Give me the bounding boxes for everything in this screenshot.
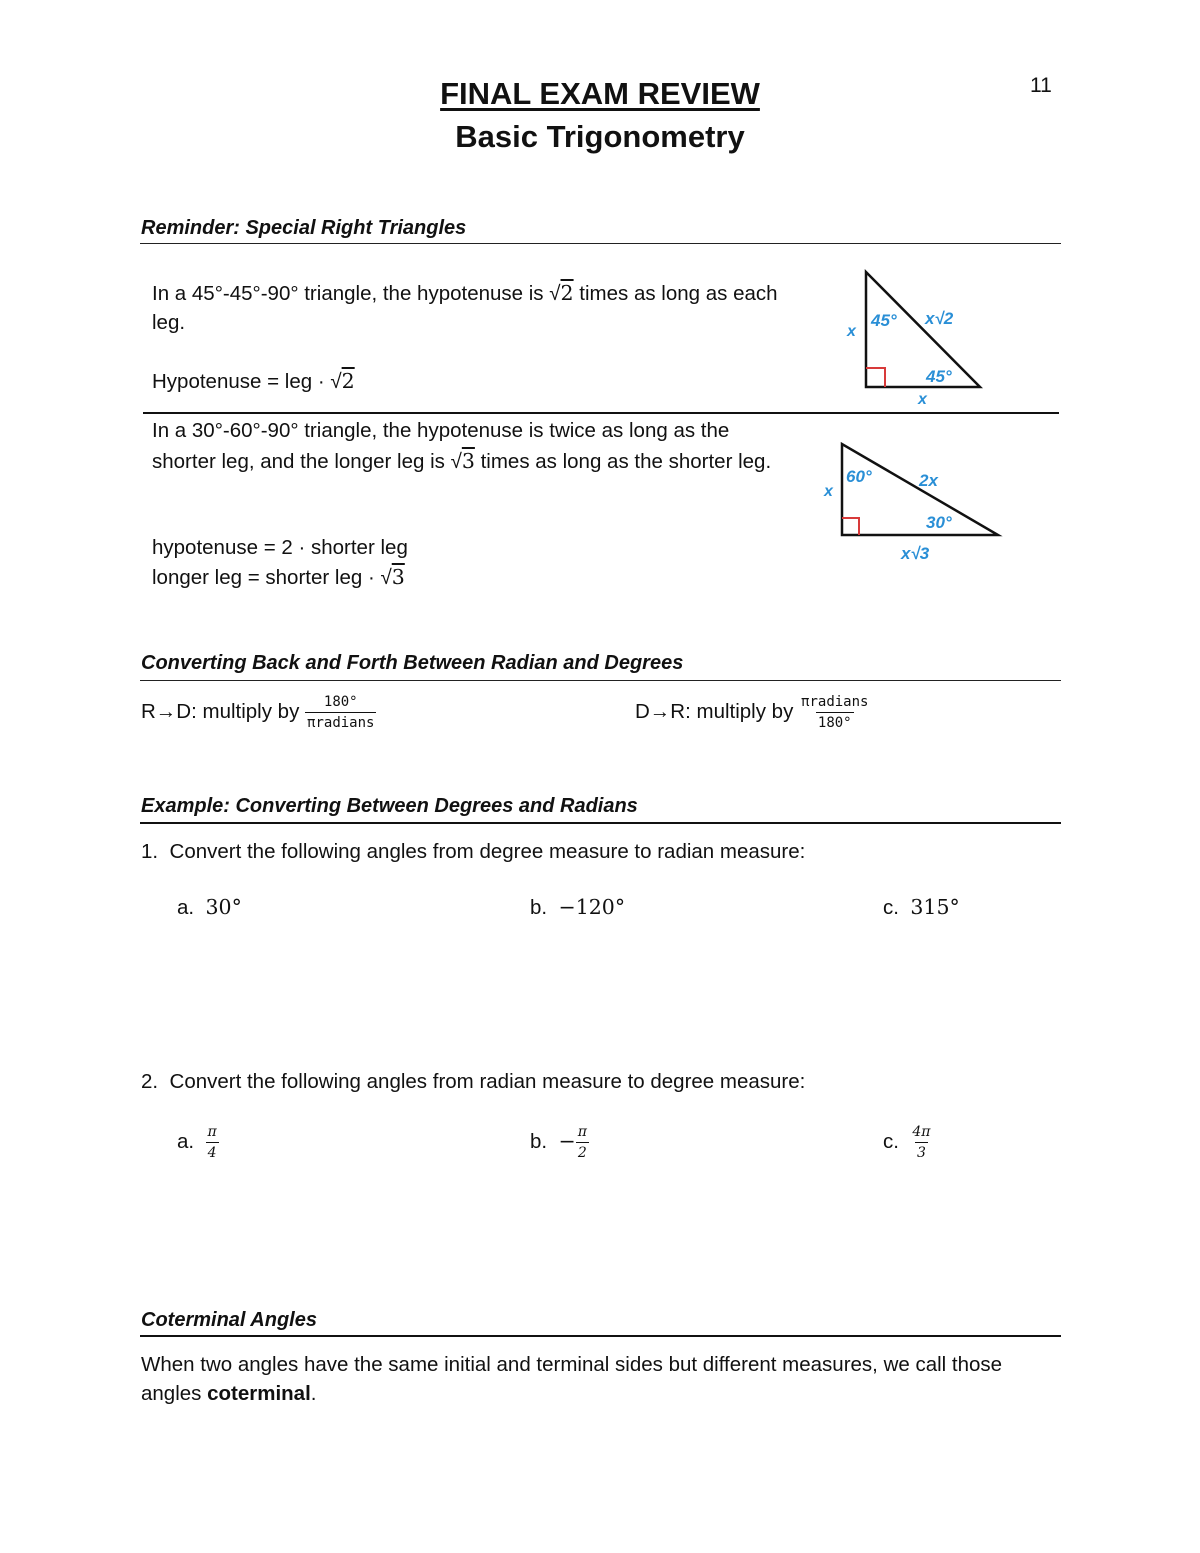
fraction-denominator: 3	[915, 1142, 928, 1161]
fraction-denominator: 4	[206, 1142, 219, 1161]
right-angle-mark	[866, 368, 885, 387]
q2-item-b	[530, 1124, 589, 1161]
item-letter: b.	[530, 896, 548, 919]
leg-left-label: x	[847, 323, 856, 340]
q1-item-b	[530, 893, 625, 922]
fraction-numerator: 180°	[323, 694, 358, 710]
section-heading-example: Example: Converting Between Degrees and Radians	[141, 795, 638, 817]
t45-formula	[152, 367, 355, 396]
section-heading-coterminal: Coterminal Angles	[141, 1309, 317, 1331]
r-to-d-label: R→D: multiply by	[141, 699, 306, 723]
fraction-numerator: πradians	[801, 694, 869, 710]
sqrt-two: √2	[330, 369, 355, 393]
right-angle-mark	[842, 518, 859, 535]
fraction-denominator: 180°	[816, 712, 854, 731]
item-letter: b.	[530, 1129, 548, 1153]
question-1	[141, 837, 805, 866]
question-number: 2.	[141, 1070, 159, 1093]
q2-item-c	[883, 1124, 932, 1161]
definition-term: coterminal	[207, 1382, 311, 1405]
item-value: −120°	[558, 895, 626, 919]
d-to-r-fraction	[799, 694, 870, 731]
section-heading-special-triangles: Reminder: Special Right Triangles	[141, 217, 467, 239]
section-divider	[140, 243, 1061, 244]
q1-item-a	[177, 893, 242, 922]
page-subtitle: Basic Trigonometry	[455, 119, 745, 154]
question-prompt: Convert the following angles from degree measure to radian measure:	[169, 840, 806, 863]
item-fraction	[206, 1124, 219, 1161]
angle-bottom-label: 45°	[926, 367, 952, 386]
item-letter: c.	[883, 1129, 899, 1153]
sqrt-three: √3	[450, 449, 475, 473]
t45-text-after: times as long as each leg.	[152, 282, 778, 334]
angle-top-label: 60°	[846, 467, 872, 486]
t30-formula2-label: longer leg = shorter leg ·	[152, 566, 381, 589]
page-number: 11	[1030, 74, 1052, 97]
definition-end: .	[310, 1382, 317, 1405]
question-number: 1.	[141, 840, 159, 863]
definition-text: When two angles have the same initial and terminal sides but different measures, we call those angles	[141, 1353, 1003, 1405]
coterminal-definition	[141, 1350, 1066, 1408]
item-fraction	[910, 1124, 932, 1161]
t30-text-before: In a 30°-60°-90° triangle, the hypotenuse is twice as long as the shorter leg, and the longer leg is	[152, 419, 730, 473]
d-to-r-formula	[635, 694, 870, 731]
t30-formula2-radicand: 3	[391, 565, 405, 589]
r-to-d-fraction	[305, 694, 376, 731]
fraction-numerator: π	[207, 1124, 217, 1140]
t45-formula-radicand: 2	[341, 369, 355, 393]
fraction-denominator: 2	[576, 1142, 589, 1161]
angle-bottom-label: 30°	[926, 513, 952, 532]
leg-left-label: x	[824, 483, 833, 500]
question-prompt: Convert the following angles from radian measure to degree measure:	[169, 1070, 806, 1093]
angle-top-label: 45°	[871, 311, 897, 330]
leg-bottom-label: x√3	[901, 544, 930, 563]
sqrt-two: √2	[549, 281, 574, 305]
triangle-30-60-90-diagram	[815, 438, 1015, 568]
hypotenuse-label: 2x	[919, 471, 938, 490]
q1-item-c	[883, 893, 960, 922]
section-divider	[140, 822, 1061, 824]
d-to-r-label: D→R: multiply by	[635, 699, 800, 723]
t30-formula-1: hypotenuse = 2 · shorter leg	[152, 536, 408, 559]
t45-description	[152, 279, 782, 337]
fraction-denominator: πradians	[305, 712, 376, 731]
fraction-numerator: 4π	[912, 1124, 931, 1140]
section-divider	[140, 680, 1061, 681]
section-heading-conversion: Converting Back and Forth Between Radian and Degrees	[141, 652, 684, 674]
t30-radicand: 3	[461, 449, 475, 473]
t45-text-before: In a 45°-45°-90° triangle, the hypotenuse is	[152, 282, 550, 305]
t45-radicand: 2	[560, 281, 574, 305]
hypotenuse-label: x√2	[925, 309, 954, 328]
item-sign: −	[558, 1128, 576, 1153]
question-2	[141, 1067, 805, 1096]
q2-item-a	[177, 1124, 219, 1161]
leg-bottom-label: x	[918, 391, 927, 408]
item-value: 315°	[910, 895, 960, 919]
item-letter: a.	[177, 896, 195, 919]
fraction-numerator: π	[577, 1124, 587, 1140]
item-letter: a.	[177, 1129, 195, 1153]
section-divider	[140, 1335, 1061, 1337]
t30-description	[152, 415, 787, 477]
item-fraction	[576, 1124, 589, 1161]
sqrt-three: √3	[380, 565, 405, 589]
table-divider	[143, 412, 1059, 414]
t30-formula-2	[152, 563, 405, 592]
page-title: FINAL EXAM REVIEW	[440, 76, 760, 111]
item-value: 30°	[205, 895, 242, 919]
t45-formula-label: Hypotenuse = leg ·	[152, 370, 331, 393]
triangle-45-45-90-diagram	[838, 266, 998, 411]
item-letter: c.	[883, 896, 899, 919]
r-to-d-formula	[141, 694, 376, 731]
t30-text-after: times as long as the shorter leg.	[474, 450, 772, 473]
